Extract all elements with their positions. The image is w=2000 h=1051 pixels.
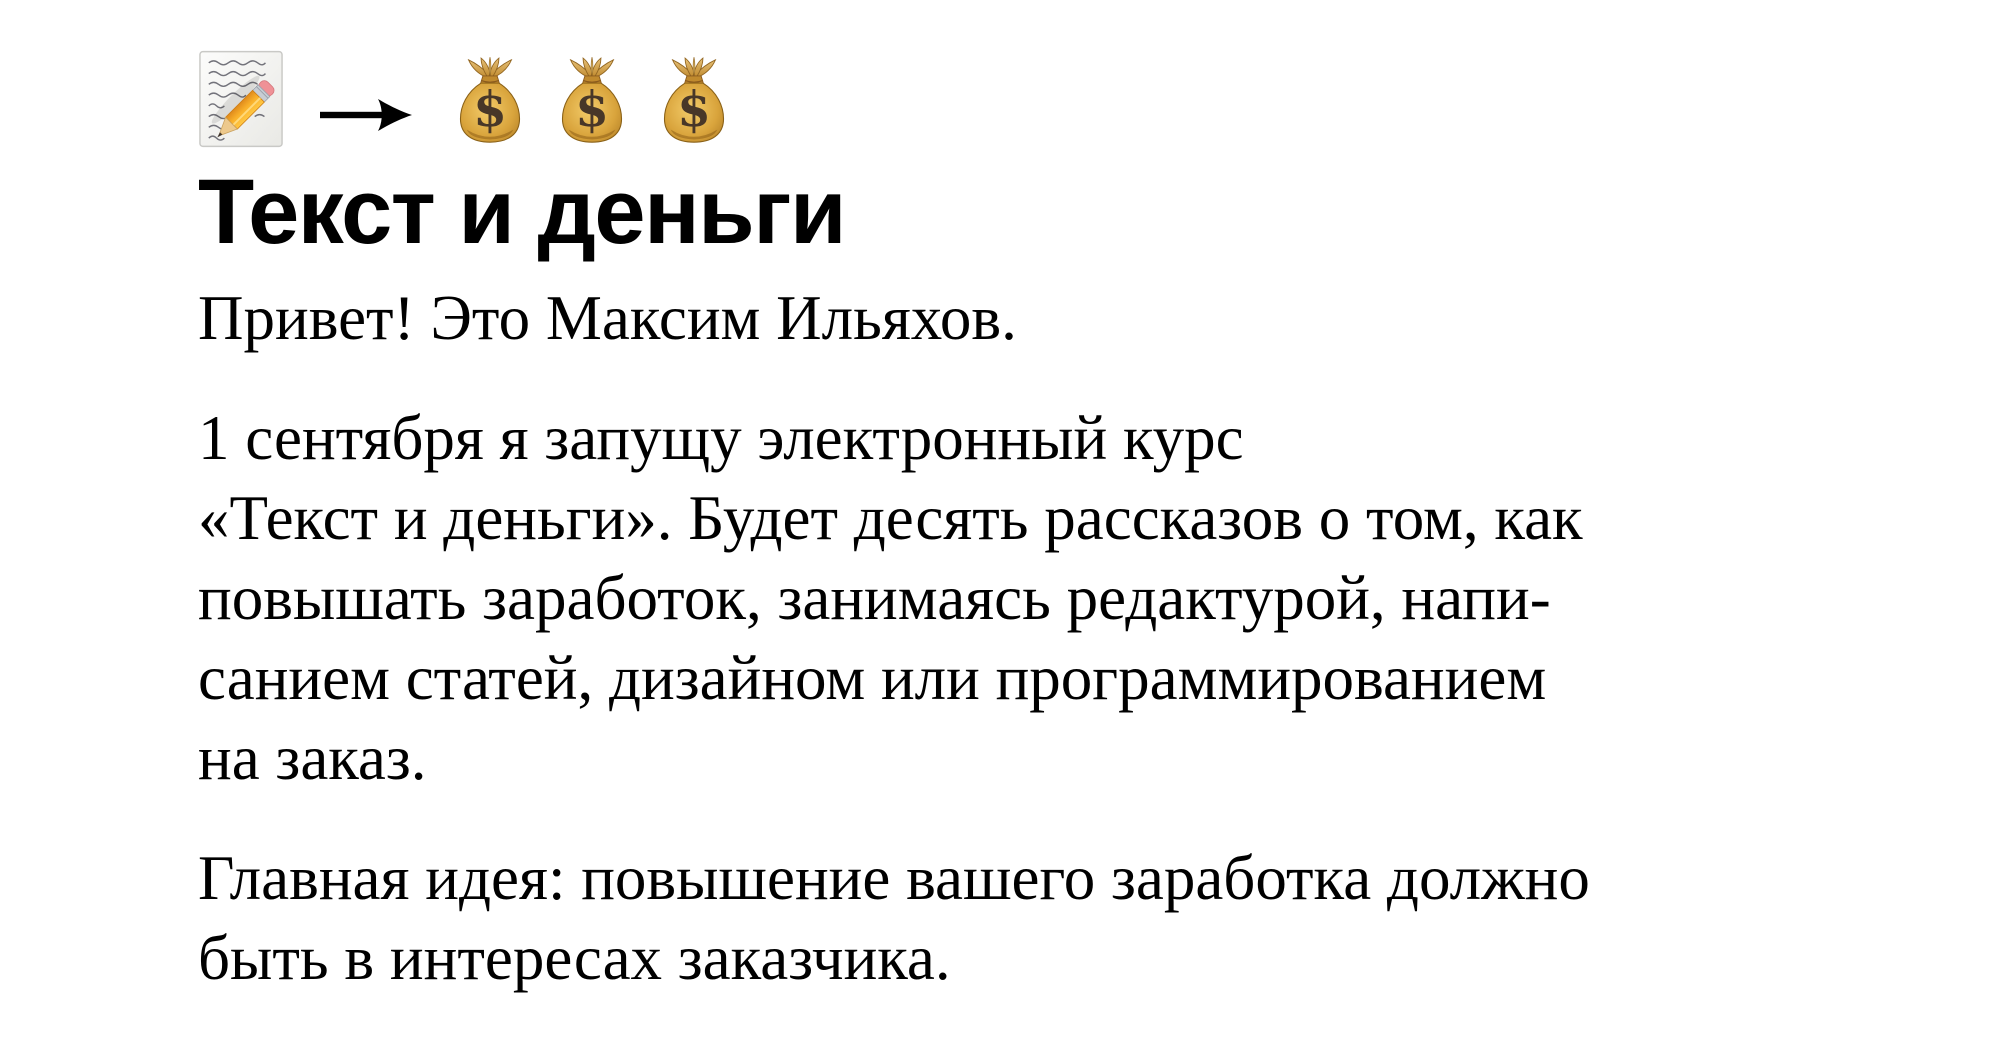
idea-paragraph <box>198 838 2000 998</box>
text-line: 1 сентября я запущу электронный курс <box>198 403 1244 473</box>
money-bag-icon <box>456 55 524 147</box>
text-line: быть в интересах заказчика. <box>198 923 951 993</box>
memo-pencil-icon <box>198 50 284 148</box>
text-line: на заказ. <box>198 723 427 793</box>
text-line: Главная идея: повышение вашего заработка должно <box>198 843 1590 913</box>
page-title: Текст и деньги <box>198 161 846 263</box>
right-arrow-icon <box>320 98 412 132</box>
course-paragraph <box>198 398 2000 798</box>
intro-paragraph: Привет! Это Максим Ильяхов. <box>198 283 1017 353</box>
text-line: повышать заработок, занимаясь редактурой, напи- <box>198 563 1551 633</box>
text-line: санием статей, дизайном или программированием <box>198 643 1547 713</box>
emoji-illustration <box>198 50 2000 148</box>
money-bag-icon <box>660 55 728 147</box>
text-line: «Текст и деньги». Будет десять рассказов о том, как <box>198 483 1583 553</box>
money-bag-icon <box>558 55 626 147</box>
